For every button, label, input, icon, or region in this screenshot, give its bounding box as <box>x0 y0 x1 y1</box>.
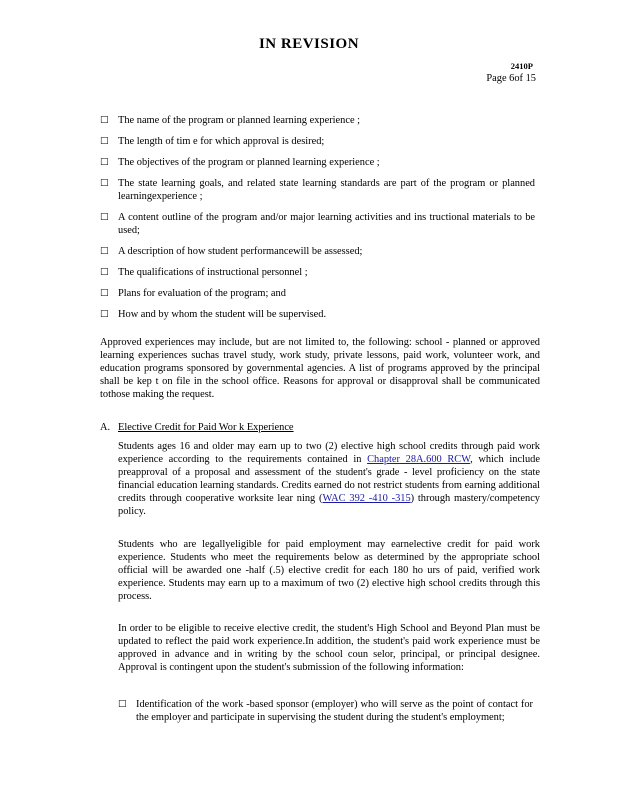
square-bullet-icon: □ <box>100 115 109 125</box>
rcw-link[interactable]: Chapter 28A.600 RCW <box>367 454 471 465</box>
list-item: □ How and by whom the student will be supervised. <box>100 309 327 320</box>
section-heading: Elective Credit for Paid Wor k Experience <box>118 422 294 433</box>
requirements-list <box>100 114 535 329</box>
information-list <box>118 698 533 732</box>
list-item: □ Identification of the work -based sponsor (employer) who will serve as the point of contact for the employer and participate in supervising the student during the student's employment; <box>118 699 533 723</box>
square-bullet-icon: □ <box>100 309 109 319</box>
list-item: □ A description of how student performancewill be assessed; <box>100 246 363 257</box>
square-bullet-icon: □ <box>118 699 127 709</box>
square-bullet-icon: □ <box>100 267 109 277</box>
list-item: □ The qualifications of instructional personnel ; <box>100 267 308 278</box>
approval-paragraph: In order to be eligible to receive elective credit, the student's High School and Beyond Plan must be updated to reflect the paid work experience.In addition, the student's paid work experience must be approved in advance and in writing by the school coun selor, principal, or principal designee. Approval is contingent upon the student's submission of the following information: <box>118 623 540 673</box>
square-bullet-icon: □ <box>100 288 109 298</box>
policy-code: 2410P <box>510 61 533 71</box>
page-title: IN REVISION <box>258 36 360 52</box>
eligibility-paragraph: Students who are legallyeligible for paid employment may earnelective credit for paid work experience. Students who meet the requirements below as determined by the appropriate school official will be awarded one -half (.5) elective credit for each 180 ho urs of paid, verified work experience. Students may earn up to a maximum of two (2) elective high school credits through this process. <box>118 539 540 602</box>
square-bullet-icon: □ <box>100 157 109 167</box>
page-number: Page 6of 15 <box>486 73 536 84</box>
list-item: □ The length of tim e for which approval is desired; <box>100 136 325 147</box>
list-item: □ Plans for evaluation of the program; and <box>100 288 286 299</box>
square-bullet-icon: □ <box>100 178 109 188</box>
square-bullet-icon: □ <box>100 136 109 146</box>
approved-experiences-paragraph: Approved experiences may include, but are not limited to, the following: school - planned or approved learning experiences suchas travel study, work study, private lessons, paid work, volunteer work, and education programs sponsored by governmental agencies. A list of programs approved by the principal shall be kep t on file in the school office. Reasons for approval or disapproval shall be communicated tothose making the request. <box>100 337 540 400</box>
list-item: □ A content outline of the program and/or major learning activities and ins tructional materials to be used; <box>100 212 535 236</box>
section-letter: A. <box>100 422 111 433</box>
section-a-heading-row <box>100 421 540 434</box>
list-item: □ The name of the program or planned learning experience ; <box>100 115 361 126</box>
list-item: □ The state learning goals, and related state learning standards are part of the program or planned learningexperience ; <box>100 178 535 202</box>
square-bullet-icon: □ <box>100 212 109 222</box>
wac-link[interactable]: WAC 392 -410 -315 <box>322 493 411 504</box>
square-bullet-icon: □ <box>100 246 109 256</box>
list-item: □ The objectives of the program or planned learning experience ; <box>100 157 380 168</box>
paid-work-paragraph: Students ages 16 and older may earn up to two (2) elective high school credits through paid work experience according to the requirements contained in Chapter 28A.600 RCW, which include preapproval of a proposal and assessment of the student's grade - level proficiency on the state financial education learning standards. Credits earned do not restrict students from earning additional credits through cooperative worksite lear ning (WAC 392 -410 -315) through mastery/competency policy. <box>118 441 540 517</box>
